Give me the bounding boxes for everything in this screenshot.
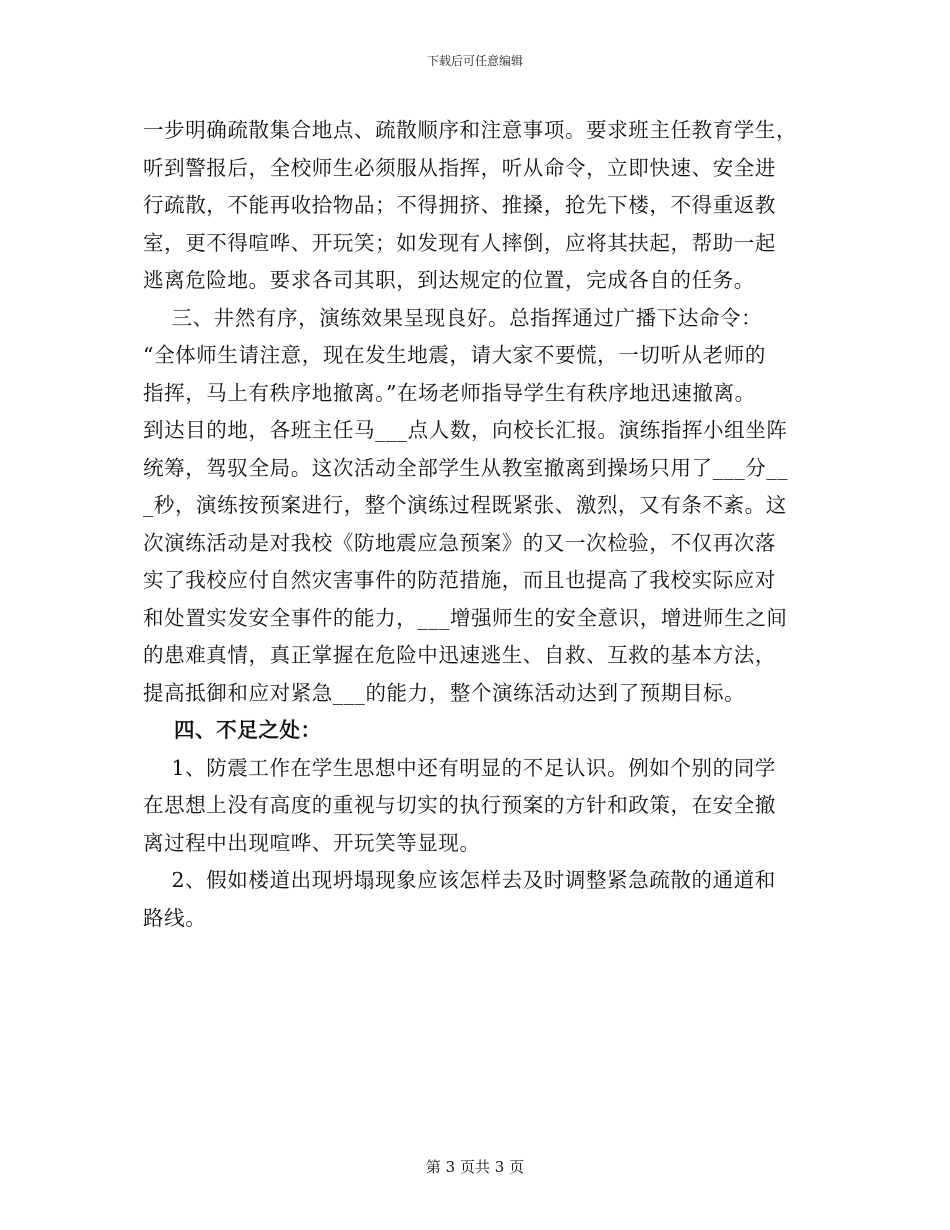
text-line: 统筹，驾驭全局。这次活动全部学生从教室撤离到操场只用了___分__ xyxy=(143,455,789,480)
text-line: 行疏散，不能再收拾物品；不得拥挤、推搡，抢先下楼，不得重返教 xyxy=(143,193,776,217)
text-line: _秒，演练按预案进行，整个演练过程既紧张、激烈，又有条不紊。这 xyxy=(143,493,787,517)
text-line: 1、防震工作在学生思想中还有明显的不足认识。例如个别的同学 xyxy=(143,755,776,780)
text-line: 的患难真情，真正掌握在危险中迅速逃生、自救、互救的基本方法， xyxy=(143,643,776,667)
body-text xyxy=(143,112,807,937)
page-header: 下载后可任意编辑 xyxy=(426,54,523,68)
text-line: “全体师生请注意，现在发生地震，请大家不要慌，一切听从老师的 xyxy=(143,343,766,367)
text-line: 离过程中出现喧哗、开玩笑等显现。 xyxy=(143,830,481,855)
text-line: 一步明确疏散集合地点、疏散顺序和注意事项。要求班主任教育学生， xyxy=(143,118,798,142)
page-footer: 第 3 页共 3 页 xyxy=(425,1158,525,1176)
text-line: 实了我校应付自然灾害事件的防范措施，而且也提高了我校实际应对 xyxy=(143,568,776,592)
text-line: 次演练活动是对我校《防地震应急预案》的又一次检验，不仅再次落 xyxy=(143,530,776,555)
text-line: 2、假如楼道出现坍塌现象应该怎样去及时调整紧急疏散的通道和 xyxy=(143,868,776,892)
text-line: 室，更不得喧哗、开玩笑；如发现有人摔倒，应将其扶起，帮助一起 xyxy=(143,230,776,255)
text-line: 三、井然有序，演练效果呈现良好。总指挥通过广播下达命令： xyxy=(143,305,763,330)
text-line: 听到警报后，全校师生必须服从指挥，听从命令，立即快速、安全进 xyxy=(143,155,776,180)
text-line: 到达目的地，各班主任马___点人数，向校长汇报。演练指挥小组坐阵 xyxy=(143,418,788,442)
text-line: 和处置实发安全事件的能力，___增强师生的安全意识，增进师生之间 xyxy=(143,605,788,630)
text-line: 逃离危险地。要求各司其职，到达规定的位置，完成各自的任务。 xyxy=(143,268,755,292)
text-line: 在思想上没有高度的重视与切实的执行预案的方针和政策，在安全撤 xyxy=(143,793,776,817)
text-line: 路线。 xyxy=(143,905,207,930)
text-line: 指挥，马上有秩序地撤离。”在场老师指导学生有秩序地迅速撤离。 xyxy=(143,380,756,405)
section-heading: 四、不足之处： xyxy=(143,718,322,742)
text-line: 提高抵御和应对紧急___的能力，整个演练活动达到了预期目标。 xyxy=(143,680,746,705)
